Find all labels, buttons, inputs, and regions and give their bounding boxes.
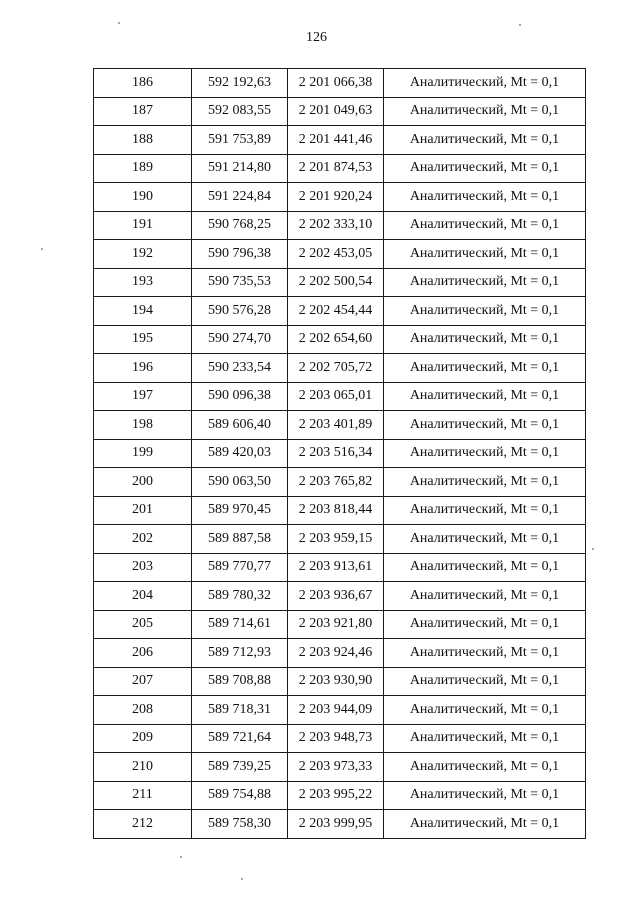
table-row <box>94 667 586 696</box>
table-row <box>94 354 586 383</box>
method-cell: Аналитический, Mt = 0,1 <box>384 810 586 839</box>
x-coordinate-cell: 590 233,54 <box>192 354 288 383</box>
point-number-cell: 203 <box>94 553 192 582</box>
point-number-cell: 194 <box>94 297 192 326</box>
table-row <box>94 582 586 611</box>
x-coordinate-cell: 591 224,84 <box>192 183 288 212</box>
point-number-cell: 190 <box>94 183 192 212</box>
y-coordinate-cell: 2 203 921,80 <box>288 610 384 639</box>
x-coordinate-cell: 591 214,80 <box>192 154 288 183</box>
table-row <box>94 639 586 668</box>
table-row <box>94 553 586 582</box>
method-cell: Аналитический, Mt = 0,1 <box>384 183 586 212</box>
table-row <box>94 211 586 240</box>
method-cell: Аналитический, Mt = 0,1 <box>384 781 586 810</box>
table-row <box>94 781 586 810</box>
x-coordinate-cell: 589 714,61 <box>192 610 288 639</box>
table-row <box>94 382 586 411</box>
method-cell: Аналитический, Mt = 0,1 <box>384 382 586 411</box>
y-coordinate-cell: 2 203 924,46 <box>288 639 384 668</box>
method-cell: Аналитический, Mt = 0,1 <box>384 582 586 611</box>
method-cell: Аналитический, Mt = 0,1 <box>384 97 586 126</box>
table-row <box>94 240 586 269</box>
y-coordinate-cell: 2 202 454,44 <box>288 297 384 326</box>
y-coordinate-cell: 2 201 049,63 <box>288 97 384 126</box>
table-row <box>94 411 586 440</box>
y-coordinate-cell: 2 203 065,01 <box>288 382 384 411</box>
y-coordinate-cell: 2 201 066,38 <box>288 69 384 98</box>
x-coordinate-cell: 589 708,88 <box>192 667 288 696</box>
point-number-cell: 210 <box>94 753 192 782</box>
x-coordinate-cell: 589 758,30 <box>192 810 288 839</box>
y-coordinate-cell: 2 203 913,61 <box>288 553 384 582</box>
method-cell: Аналитический, Mt = 0,1 <box>384 696 586 725</box>
x-coordinate-cell: 590 096,38 <box>192 382 288 411</box>
method-cell: Аналитический, Mt = 0,1 <box>384 297 586 326</box>
point-number-cell: 211 <box>94 781 192 810</box>
table-row <box>94 183 586 212</box>
method-cell: Аналитический, Mt = 0,1 <box>384 69 586 98</box>
point-number-cell: 199 <box>94 439 192 468</box>
y-coordinate-cell: 2 203 973,33 <box>288 753 384 782</box>
method-cell: Аналитический, Mt = 0,1 <box>384 724 586 753</box>
point-number-cell: 212 <box>94 810 192 839</box>
y-coordinate-cell: 2 203 765,82 <box>288 468 384 497</box>
method-cell: Аналитический, Mt = 0,1 <box>384 753 586 782</box>
x-coordinate-cell: 589 739,25 <box>192 753 288 782</box>
table-row <box>94 724 586 753</box>
point-number-cell: 202 <box>94 525 192 554</box>
coordinates-table-body <box>94 69 586 839</box>
table-row <box>94 268 586 297</box>
point-number-cell: 192 <box>94 240 192 269</box>
method-cell: Аналитический, Mt = 0,1 <box>384 411 586 440</box>
y-coordinate-cell: 2 203 936,67 <box>288 582 384 611</box>
method-cell: Аналитический, Mt = 0,1 <box>384 610 586 639</box>
table-row <box>94 126 586 155</box>
scan-speck <box>592 548 594 550</box>
x-coordinate-cell: 589 887,58 <box>192 525 288 554</box>
x-coordinate-cell: 592 192,63 <box>192 69 288 98</box>
table-row <box>94 325 586 354</box>
x-coordinate-cell: 589 770,77 <box>192 553 288 582</box>
x-coordinate-cell: 590 796,38 <box>192 240 288 269</box>
method-cell: Аналитический, Mt = 0,1 <box>384 126 586 155</box>
point-number-cell: 195 <box>94 325 192 354</box>
y-coordinate-cell: 2 203 948,73 <box>288 724 384 753</box>
x-coordinate-cell: 589 606,40 <box>192 411 288 440</box>
method-cell: Аналитический, Mt = 0,1 <box>384 325 586 354</box>
x-coordinate-cell: 589 970,45 <box>192 496 288 525</box>
y-coordinate-cell: 2 202 705,72 <box>288 354 384 383</box>
x-coordinate-cell: 590 768,25 <box>192 211 288 240</box>
point-number-cell: 187 <box>94 97 192 126</box>
x-coordinate-cell: 591 753,89 <box>192 126 288 155</box>
scan-speck <box>118 22 120 24</box>
point-number-cell: 209 <box>94 724 192 753</box>
y-coordinate-cell: 2 201 441,46 <box>288 126 384 155</box>
method-cell: Аналитический, Mt = 0,1 <box>384 240 586 269</box>
method-cell: Аналитический, Mt = 0,1 <box>384 525 586 554</box>
x-coordinate-cell: 589 718,31 <box>192 696 288 725</box>
y-coordinate-cell: 2 201 920,24 <box>288 183 384 212</box>
scan-speck <box>241 878 243 880</box>
x-coordinate-cell: 590 735,53 <box>192 268 288 297</box>
x-coordinate-cell: 589 754,88 <box>192 781 288 810</box>
y-coordinate-cell: 2 203 930,90 <box>288 667 384 696</box>
method-cell: Аналитический, Mt = 0,1 <box>384 154 586 183</box>
page-number: 126 <box>306 30 327 45</box>
x-coordinate-cell: 589 721,64 <box>192 724 288 753</box>
method-cell: Аналитический, Mt = 0,1 <box>384 468 586 497</box>
y-coordinate-cell: 2 202 500,54 <box>288 268 384 297</box>
point-number-cell: 189 <box>94 154 192 183</box>
scan-speck <box>41 248 43 250</box>
table-row <box>94 810 586 839</box>
point-number-cell: 196 <box>94 354 192 383</box>
x-coordinate-cell: 589 780,32 <box>192 582 288 611</box>
scan-speck <box>519 24 521 26</box>
point-number-cell: 208 <box>94 696 192 725</box>
point-number-cell: 204 <box>94 582 192 611</box>
table-row <box>94 610 586 639</box>
point-number-cell: 193 <box>94 268 192 297</box>
x-coordinate-cell: 589 420,03 <box>192 439 288 468</box>
y-coordinate-cell: 2 203 516,34 <box>288 439 384 468</box>
point-number-cell: 188 <box>94 126 192 155</box>
point-number-cell: 200 <box>94 468 192 497</box>
y-coordinate-cell: 2 203 818,44 <box>288 496 384 525</box>
method-cell: Аналитический, Mt = 0,1 <box>384 639 586 668</box>
table-row <box>94 696 586 725</box>
method-cell: Аналитический, Mt = 0,1 <box>384 354 586 383</box>
scan-speck <box>180 856 182 858</box>
table-row <box>94 69 586 98</box>
table-row <box>94 525 586 554</box>
x-coordinate-cell: 590 063,50 <box>192 468 288 497</box>
point-number-cell: 201 <box>94 496 192 525</box>
method-cell: Аналитический, Mt = 0,1 <box>384 667 586 696</box>
method-cell: Аналитический, Mt = 0,1 <box>384 439 586 468</box>
table-row <box>94 753 586 782</box>
method-cell: Аналитический, Mt = 0,1 <box>384 553 586 582</box>
point-number-cell: 191 <box>94 211 192 240</box>
y-coordinate-cell: 2 202 453,05 <box>288 240 384 269</box>
coordinates-table <box>93 68 586 839</box>
point-number-cell: 205 <box>94 610 192 639</box>
x-coordinate-cell: 590 576,28 <box>192 297 288 326</box>
y-coordinate-cell: 2 201 874,53 <box>288 154 384 183</box>
y-coordinate-cell: 2 203 995,22 <box>288 781 384 810</box>
table-row <box>94 97 586 126</box>
y-coordinate-cell: 2 203 944,09 <box>288 696 384 725</box>
y-coordinate-cell: 2 203 999,95 <box>288 810 384 839</box>
x-coordinate-cell: 592 083,55 <box>192 97 288 126</box>
point-number-cell: 186 <box>94 69 192 98</box>
table-row <box>94 154 586 183</box>
y-coordinate-cell: 2 202 333,10 <box>288 211 384 240</box>
table-row <box>94 468 586 497</box>
x-coordinate-cell: 590 274,70 <box>192 325 288 354</box>
y-coordinate-cell: 2 202 654,60 <box>288 325 384 354</box>
y-coordinate-cell: 2 203 959,15 <box>288 525 384 554</box>
method-cell: Аналитический, Mt = 0,1 <box>384 496 586 525</box>
method-cell: Аналитический, Mt = 0,1 <box>384 268 586 297</box>
x-coordinate-cell: 589 712,93 <box>192 639 288 668</box>
point-number-cell: 207 <box>94 667 192 696</box>
method-cell: Аналитический, Mt = 0,1 <box>384 211 586 240</box>
table-row <box>94 496 586 525</box>
y-coordinate-cell: 2 203 401,89 <box>288 411 384 440</box>
table-row <box>94 439 586 468</box>
table-row <box>94 297 586 326</box>
point-number-cell: 206 <box>94 639 192 668</box>
point-number-cell: 197 <box>94 382 192 411</box>
point-number-cell: 198 <box>94 411 192 440</box>
